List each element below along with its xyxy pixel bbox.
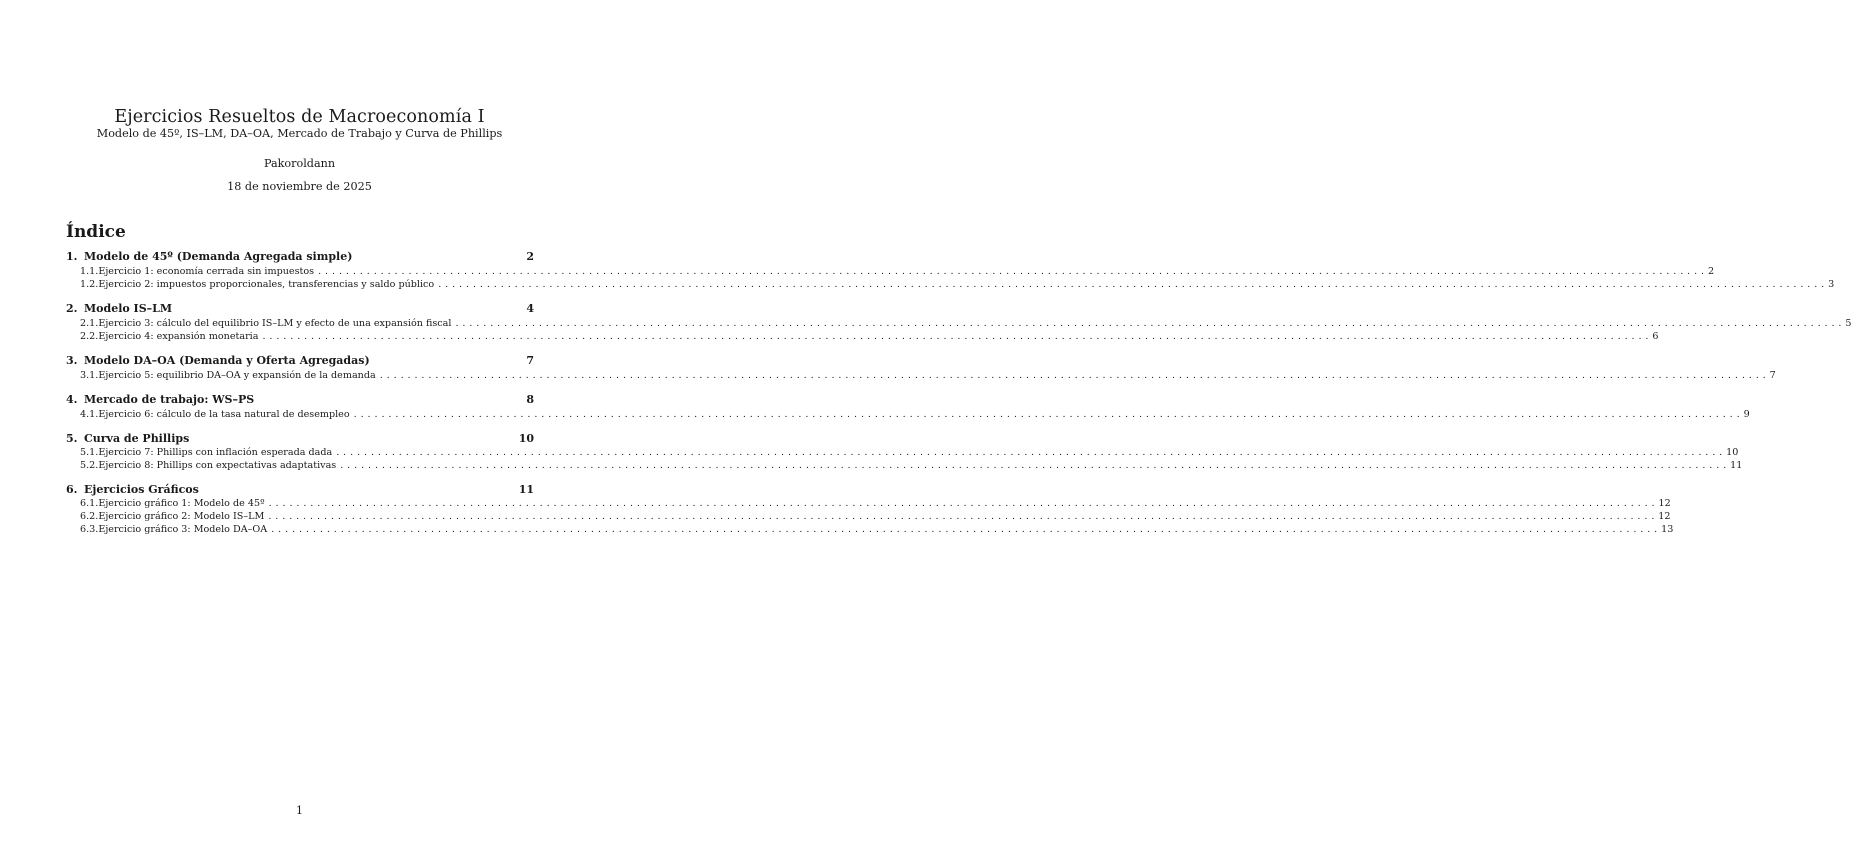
subsection-page: 13 xyxy=(1661,524,1674,535)
toc-subsection[interactable] xyxy=(80,447,1739,460)
subsection-number: 3.1. xyxy=(80,370,99,381)
subsection-title: Ejercicio 1: economía cerrada sin impuestos xyxy=(98,266,315,277)
subsection-page: 3 xyxy=(1828,279,1835,290)
subsection-page: 2 xyxy=(1708,266,1715,277)
subsection-title: Ejercicio 5: equilibrio DA–OA y expansión de la demanda xyxy=(98,370,376,381)
document-title: Ejercicios Resueltos de Macroeconomía I xyxy=(114,107,485,127)
subsection-number: 4.1. xyxy=(80,409,99,420)
dot-leader: ........................................................................................................................................................................................................ xyxy=(438,279,1829,290)
subsection-title: Ejercicio 2: impuestos proporcionales, transferencias y saldo público xyxy=(98,279,435,290)
section-title: Ejercicios Gráficos xyxy=(84,483,199,496)
section-page: 11 xyxy=(518,483,534,496)
subsection-number: 6.2. xyxy=(80,511,99,522)
subsection-title: Ejercicio 6: cálculo de la tasa natural de desempleo xyxy=(98,409,350,420)
section-title: Modelo IS–LM xyxy=(84,302,173,315)
section-page: 10 xyxy=(518,432,534,445)
section-page: 7 xyxy=(526,354,534,367)
document-subtitle: Modelo de 45º, IS–LM, DA–OA, Mercado de Trabajo y Curva de Phillips xyxy=(96,127,503,140)
toc-subsection[interactable] xyxy=(80,318,1851,331)
subsection-page: 7 xyxy=(1769,370,1776,381)
dot-leader: ........................................................................................................................................................................................................ xyxy=(336,447,1727,458)
section-number: 2. xyxy=(66,302,78,315)
subsection-number: 5.1. xyxy=(80,447,99,458)
subsection-title: Ejercicio 7: Phillips con inflación esperada dada xyxy=(98,447,333,458)
toc-subsection[interactable] xyxy=(80,524,1674,537)
toc-subsection[interactable] xyxy=(80,409,1750,422)
section-title: Curva de Phillips xyxy=(84,432,190,445)
toc-subsection[interactable] xyxy=(80,498,1671,511)
dot-leader: ........................................................................................................................................................................................................ xyxy=(379,370,1770,381)
subsection-title: Ejercicio 8: Phillips con expectativas adaptativas xyxy=(98,460,337,471)
subsection-number: 6.1. xyxy=(80,498,99,509)
section-page: 4 xyxy=(526,302,534,315)
subsection-page: 9 xyxy=(1743,409,1750,420)
toc-subsection[interactable] xyxy=(80,460,1743,473)
subsection-title: Ejercicio 4: expansión monetaria xyxy=(98,331,259,342)
subsection-number: 5.2. xyxy=(80,460,99,471)
section-number: 1. xyxy=(66,250,78,263)
dot-leader: ........................................................................................................................................................................................................ xyxy=(268,498,1659,509)
subsection-page: 6 xyxy=(1652,331,1659,342)
dot-leader: ........................................................................................................................................................................................................ xyxy=(455,318,1846,329)
toc-subsection[interactable] xyxy=(80,266,1715,279)
subsection-number: 1.1. xyxy=(80,266,99,277)
section-number: 4. xyxy=(66,393,78,406)
section-number: 6. xyxy=(66,483,78,496)
toc-subsection[interactable] xyxy=(80,331,1659,344)
subsection-page: 11 xyxy=(1730,460,1743,471)
dot-leader: ........................................................................................................................................................................................................ xyxy=(318,266,1709,277)
section-number: 3. xyxy=(66,354,78,367)
toc-subsection[interactable] xyxy=(80,279,1835,292)
section-title: Mercado de trabajo: WS–PS xyxy=(84,393,255,406)
toc-section[interactable] xyxy=(66,483,534,499)
toc-section[interactable] xyxy=(66,393,534,409)
toc-subsection[interactable] xyxy=(80,370,1776,383)
subsection-page: 12 xyxy=(1658,511,1671,522)
toc-subsection[interactable] xyxy=(80,511,1671,524)
toc-section[interactable] xyxy=(66,302,534,318)
dot-leader: ........................................................................................................................................................................................................ xyxy=(353,409,1744,420)
subsection-page: 5 xyxy=(1845,318,1851,329)
subsection-title: Ejercicio 3: cálculo del equilibrio IS–LM y efecto de una expansión fiscal xyxy=(98,318,452,329)
subsection-title: Ejercicio gráfico 2: Modelo IS–LM xyxy=(98,511,265,522)
subsection-page: 10 xyxy=(1726,447,1739,458)
subsection-number: 2.1. xyxy=(80,318,99,329)
subsection-number: 1.2. xyxy=(80,279,99,290)
document-date: 18 de noviembre de 2025 xyxy=(227,180,372,193)
section-page: 2 xyxy=(526,250,534,263)
page-number: 1 xyxy=(296,804,303,817)
subsection-title: Ejercicio gráfico 3: Modelo DA–OA xyxy=(98,524,268,535)
section-page: 8 xyxy=(526,393,534,406)
dot-leader: ........................................................................................................................................................................................................ xyxy=(340,460,1731,471)
toc-section[interactable] xyxy=(66,354,534,370)
subsection-title: Ejercicio gráfico 1: Modelo de 45º xyxy=(98,498,265,509)
subsection-number: 6.3. xyxy=(80,524,99,535)
subsection-number: 2.2. xyxy=(80,331,99,342)
dot-leader: ........................................................................................................................................................................................................ xyxy=(262,331,1653,342)
section-number: 5. xyxy=(66,432,78,445)
dot-leader: ........................................................................................................................................................................................................ xyxy=(271,524,1662,535)
toc-section[interactable] xyxy=(66,250,534,266)
document-author: Pakoroldann xyxy=(263,157,336,170)
section-title: Modelo de 45º (Demanda Agregada simple) xyxy=(84,250,353,263)
toc-heading: Índice xyxy=(66,222,126,242)
dot-leader: ........................................................................................................................................................................................................ xyxy=(268,511,1659,522)
section-title: Modelo DA–OA (Demanda y Oferta Agregadas) xyxy=(84,354,370,367)
toc-section[interactable] xyxy=(66,432,534,448)
subsection-page: 12 xyxy=(1658,498,1671,509)
